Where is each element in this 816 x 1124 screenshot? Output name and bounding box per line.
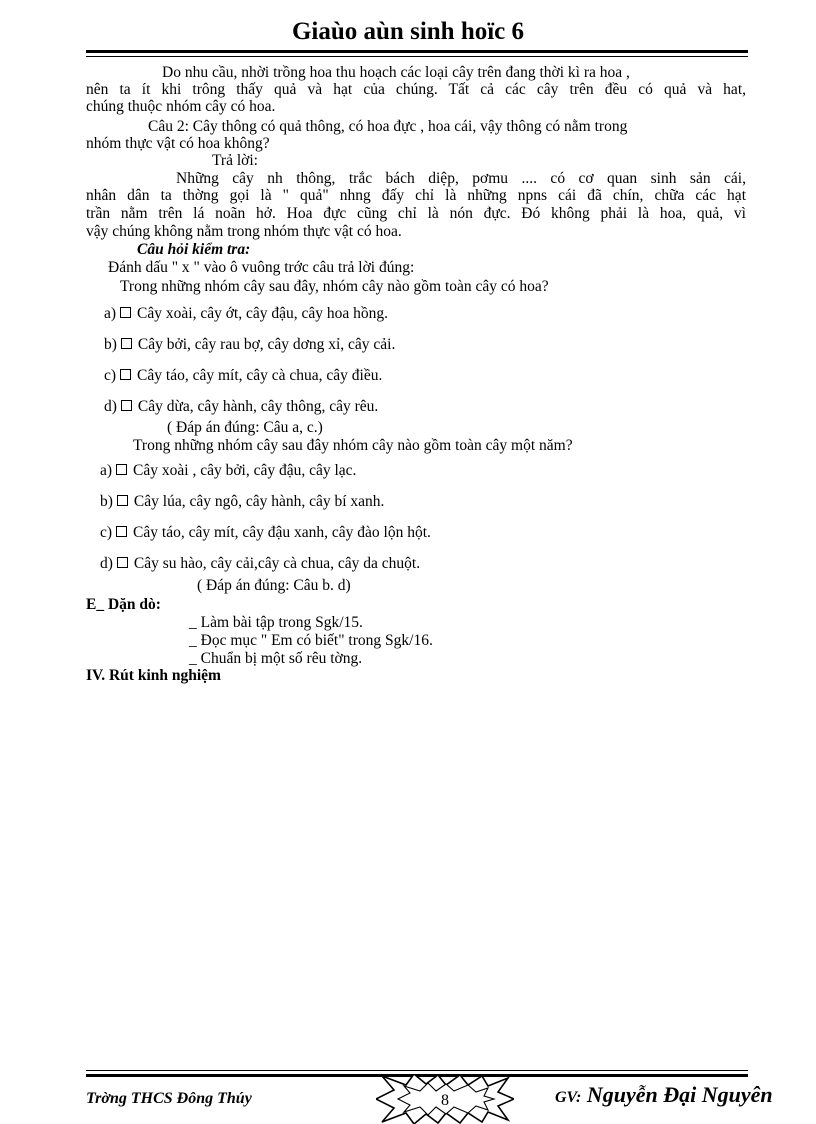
answer-line-2: nhân dân ta thờng gọi là " quả" nhng đấy chỉ là những npns cái đã chín, chữa các hạt: [86, 187, 746, 204]
question-2-line-1: Câu 2: Cây thông có quả thông, có hoa đực , hoa cái, vậy thông có nằm trong: [148, 118, 628, 135]
question-a-option-d: d) Cây dừa, cây hành, cây thông, cây rêu.: [104, 398, 379, 415]
checkbox: [120, 369, 131, 380]
question-b-option-c: c) Cây táo, cây mít, cây đậu xanh, cây đào lộn hột.: [100, 524, 431, 541]
header-rule-thin: [86, 56, 748, 57]
checkbox: [121, 400, 132, 411]
question-a-option-b: b) Cây bởi, cây rau bợ, cây dơng xỉ, cây cải.: [104, 336, 396, 353]
checkbox: [116, 464, 127, 475]
footer-rule-thin: [86, 1070, 748, 1071]
checkbox: [117, 495, 128, 506]
section-iv-heading: IV. Rút kinh nghiệm: [86, 667, 221, 684]
question-b-answer: ( Đáp án đúng: Câu b. d): [197, 577, 351, 594]
question-2-line-2: nhóm thực vật có hoa không?: [86, 135, 270, 152]
answer-line-1: Những cây nh thông, trắc bách diệp, pơmu .... có cơ quan sinh sản cái,: [176, 170, 746, 187]
instruction: Đánh dấu " x " vào ô vuông trớc câu trả lời đúng:: [108, 259, 415, 276]
question-b-option-b: b) Cây lúa, cây ngô, cây hành, cây bí xanh.: [100, 493, 385, 510]
checkbox: [121, 338, 132, 349]
checkbox: [117, 557, 128, 568]
answer-label: Trả lời:: [212, 152, 258, 169]
starburst-icon: [376, 1074, 514, 1124]
checkbox: [116, 526, 127, 537]
page-number: 8: [441, 1092, 449, 1109]
answer-line-3: trần nằm trên lá noãn hở. Hoa đực cũng chỉ là nón đực. Đó không phải là hoa, quả, vì: [86, 205, 746, 222]
teacher-name: Nguyễn Đại Nguyên: [586, 1082, 773, 1107]
homework-item-3: _ Chuẩn bị một số rêu tờng.: [189, 650, 363, 667]
answer-line-4: vậy chúng không nằm trong nhóm thực vật có hoa.: [86, 223, 402, 240]
question-b: Trong những nhóm cây sau đây nhóm cây nào gồm toàn cây một năm?: [133, 437, 573, 454]
question-b-option-d: d) Cây su hào, cây cải,cây cà chua, cây da chuột.: [100, 555, 421, 572]
check-heading: Câu hỏi kiểm tra:: [137, 241, 251, 258]
question-a-option-a: a) Cây xoài, cây ớt, cây đậu, cây hoa hồng.: [104, 305, 388, 322]
page-title: Giaùo aùn sinh hoïc 6: [291, 18, 525, 45]
section-e-heading: E_ Dặn dò:: [86, 596, 161, 613]
header-rule-thick: [86, 50, 748, 53]
question-a-option-c: c) Cây táo, cây mít, cây cà chua, cây điều.: [104, 367, 383, 384]
paragraph-1-line-2: nên ta ít khi trông thấy quả và hạt của chúng. Tất cả các cây trên đều có quả và hat,: [86, 81, 746, 98]
checkbox: [120, 307, 131, 318]
question-a-answer: ( Đáp án đúng: Câu a, c.): [167, 419, 323, 436]
paragraph-1-line-3: chúng thuộc nhóm cây có hoa.: [86, 98, 276, 115]
footer-school: Trờng THCS Đông Thúy: [86, 1090, 252, 1107]
homework-item-1: _ Làm bài tập trong Sgk/15.: [189, 614, 363, 631]
homework-item-2: _ Đọc mục " Em có biết" trong Sgk/16.: [189, 632, 433, 649]
paragraph-1-line-1: Do nhu cầu, nhời trồng hoa thu hoạch các loại cây trên đang thời kì ra hoa ,: [162, 64, 630, 81]
question-a: Trong những nhóm cây sau đây, nhóm cây nào gồm toàn cây có hoa?: [120, 278, 549, 295]
teacher-prefix: GV:: [555, 1089, 582, 1106]
question-b-option-a: a) Cây xoài , cây bởi, cây đậu, cây lạc.: [100, 462, 357, 479]
teacher-signature: [555, 1082, 773, 1108]
